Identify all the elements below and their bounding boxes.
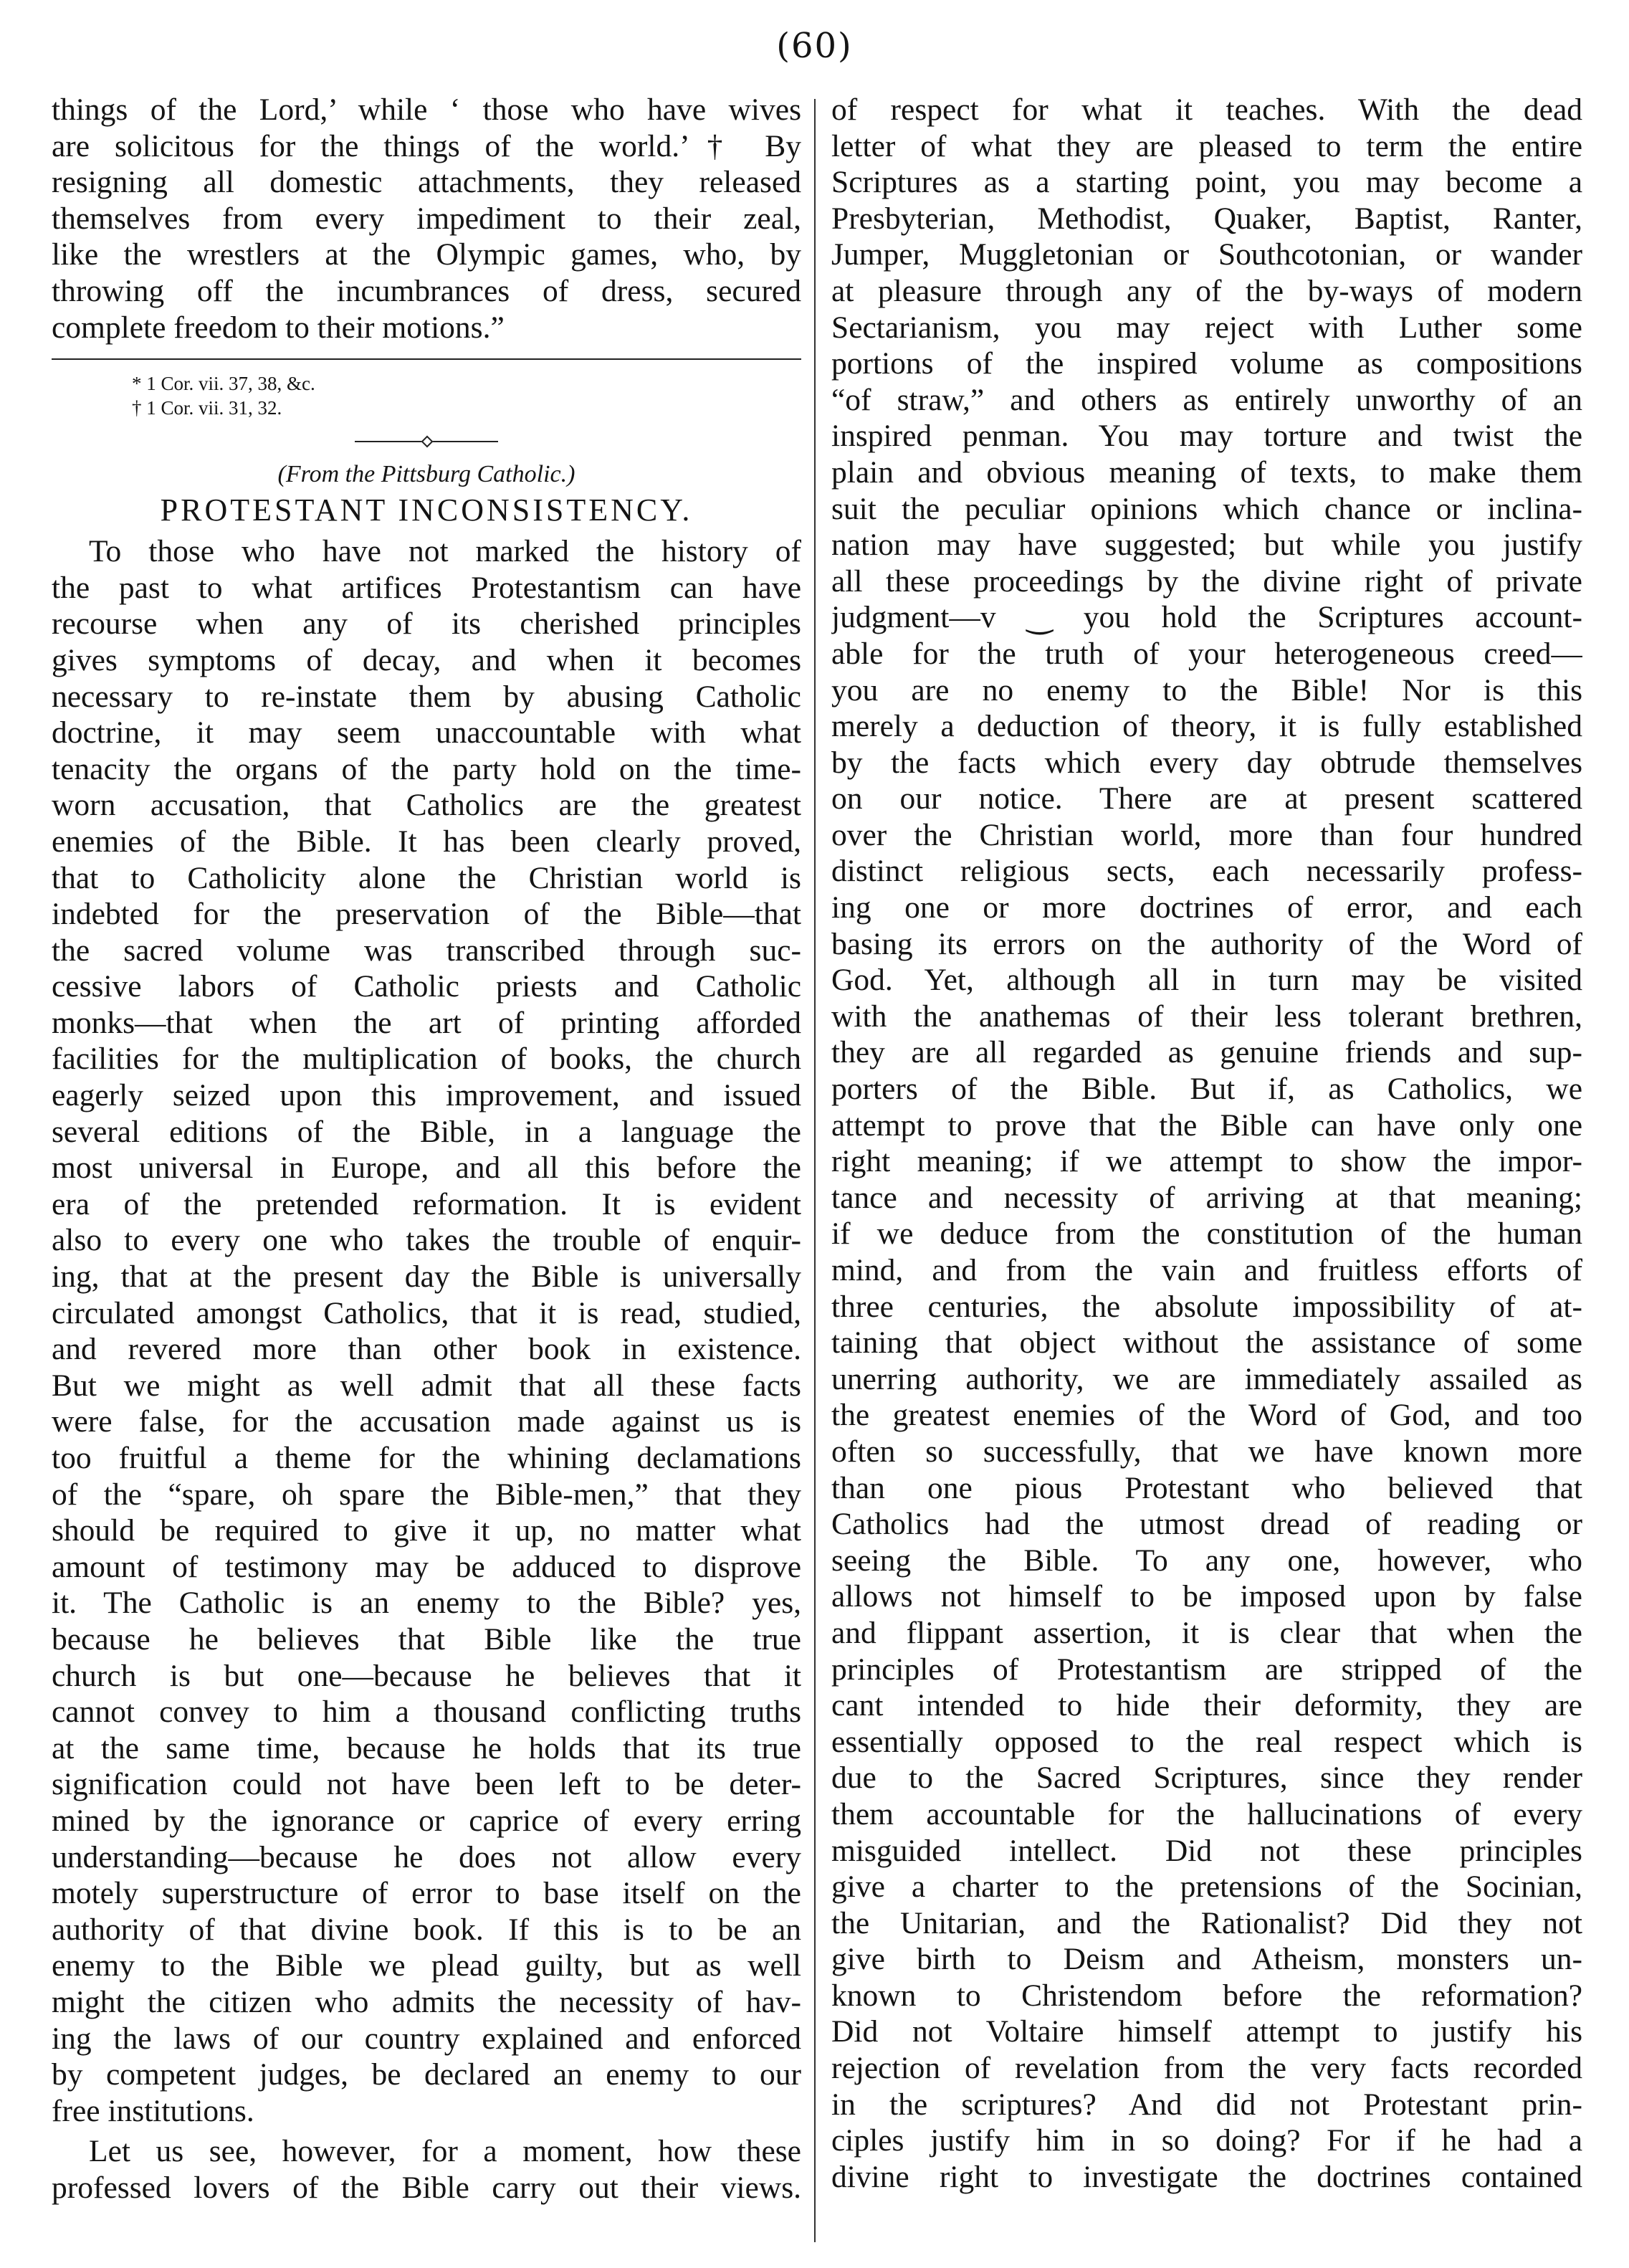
- text-line: inspired penman. You may torture and twist the: [831, 419, 1582, 454]
- text-line: cannot convey to him a thousand conflicting truths: [52, 1695, 801, 1730]
- footnotes: [52, 371, 801, 420]
- text-line: might the citizen who admits the necessity of hav-: [52, 1984, 801, 2019]
- text-line: necessary to re-instate them by abusing Catholic: [52, 679, 801, 714]
- text-line: Let us see, however, for a moment, how these: [89, 2134, 801, 2169]
- text-line: most universal in Europe, and all this before the: [52, 1150, 801, 1186]
- text-line: recourse when any of its cherished principles: [52, 606, 801, 642]
- text-line: due to the Sacred Scriptures, since they render: [831, 1760, 1582, 1796]
- text-line: divine right to investigate the doctrines contained: [831, 2159, 1582, 2194]
- text-line: Presbyterian, Methodist, Quaker, Baptist, Ranter,: [831, 201, 1582, 236]
- text-line: complete freedom to their motions.”: [52, 310, 505, 345]
- text-line: cessive labors of Catholic priests and Catholic: [52, 969, 801, 1004]
- text-line: in the scriptures? And did not Protestant prin-: [831, 2087, 1582, 2122]
- text-line: motely superstructure of error to base itself on the: [52, 1876, 801, 1911]
- text-line: unerring authority, we are immediately assailed as: [831, 1361, 1582, 1396]
- text-line: cant intended to hide their deformity, they are: [831, 1688, 1582, 1723]
- text-line: the past to what artifices Protestantism can have: [52, 570, 801, 605]
- text-line: throwing off the incumbrances of dress, secured: [52, 273, 801, 308]
- text-line: Scriptures as a starting point, you may become a: [831, 165, 1582, 200]
- text-line: ing, that at the present day the Bible is universally: [52, 1259, 801, 1295]
- text-line: over the Christian world, more than four hundred: [831, 817, 1582, 852]
- text-line: the sacred volume was transcribed through suc-: [52, 933, 801, 968]
- text-line: portions of the inspired volume as compositions: [831, 346, 1582, 381]
- text-line: things of the Lord,’ while ‘ those who have wives: [52, 92, 801, 127]
- text-line: free institutions.: [52, 2093, 254, 2128]
- text-line: nation may have suggested; but while you justify: [831, 528, 1582, 563]
- text-line: mind, and from the vain and fruitless efforts of: [831, 1253, 1582, 1287]
- text-line: themselves from every impediment to their zeal,: [52, 201, 801, 236]
- text-line: three centuries, the absolute impossibility of at-: [831, 1289, 1582, 1324]
- text-line: also to every one who takes the trouble of enquir-: [52, 1223, 801, 1258]
- text-line: eagerly seized upon this improvement, and issued: [52, 1078, 801, 1113]
- text-line: taining that object without the assistance of some: [831, 1325, 1582, 1361]
- text-line: monks—that when the art of printing afforded: [52, 1005, 801, 1040]
- text-line: tenacity the organs of the party hold on the time-: [52, 751, 801, 786]
- text-line: should be required to give it up, no matter what: [52, 1513, 801, 1548]
- text-line: misguided intellect. Did not these principles: [831, 1833, 1582, 1868]
- text-line: understanding—because he does not allow every: [52, 1839, 801, 1874]
- text-line: enemy to the Bible we plead guilty, but as well: [52, 1948, 801, 1983]
- text-line: and flippant assertion, it is clear that when the: [831, 1615, 1582, 1650]
- text-line: several editions of the Bible, in a language the: [52, 1114, 801, 1149]
- text-line: too fruitful a theme for the whining declamations: [52, 1441, 801, 1475]
- text-line: judgment—v ‿ you hold the Scriptures account-: [831, 600, 1582, 635]
- text-line: on our notice. There are at present scattered: [831, 781, 1582, 816]
- text-line: Catholics had the utmost dread of reading or: [831, 1507, 1582, 1542]
- footnote: † 1 Cor. vii. 31, 32.: [132, 397, 282, 419]
- continued-article-text: [831, 92, 1582, 2195]
- article-source: (From the Pittsburg Catholic.): [277, 461, 575, 488]
- text-line: plain and obvious meaning of texts, to make them: [831, 454, 1582, 490]
- text-line: porters of the Bible. But if, as Catholics, we: [831, 1072, 1582, 1107]
- text-line: circulated amongst Catholics, that it is read, studied,: [52, 1295, 801, 1330]
- text-line: by competent judges, be declared an enemy to our: [52, 2057, 801, 2092]
- text-line: Did not Voltaire himself attempt to justify his: [831, 2014, 1582, 2049]
- article-paragraph: [52, 2133, 801, 2206]
- text-line: known to Christendom before the reformation?: [831, 1978, 1582, 2013]
- text-line: right meaning; if we attempt to show the impor-: [831, 1144, 1582, 1179]
- text-line: signification could not have been left to be deter-: [52, 1767, 801, 1802]
- text-line: Sectarianism, you may reject with Luther some: [831, 310, 1582, 345]
- text-line: indebted for the preservation of the Bible—that: [52, 897, 801, 932]
- text-line: often so successfully, that we have known more: [831, 1434, 1582, 1469]
- text-line: all these proceedings by the divine right of private: [831, 563, 1582, 599]
- text-line: give a charter to the pretensions of the Socinian,: [831, 1869, 1582, 1905]
- text-line: mined by the ignorance or caprice of every erring: [52, 1803, 801, 1838]
- text-line: church is but one—because he believes that it: [52, 1658, 801, 1693]
- text-line: the Unitarian, and the Rationalist? Did they not: [831, 1905, 1582, 1940]
- text-line: worn accusation, that Catholics are the greatest: [52, 788, 801, 823]
- text-line: enemies of the Bible. It has been clearly proved,: [52, 824, 801, 859]
- text-line: at the same time, because he holds that its true: [52, 1730, 801, 1766]
- text-line: the greatest enemies of the Word of God, and too: [831, 1398, 1582, 1433]
- text-line: attempt to prove that the Bible can have only one: [831, 1107, 1582, 1143]
- text-line: of respect for what it teaches. With the dead: [831, 92, 1582, 127]
- text-line: with the anathemas of their less tolerant brethren,: [831, 999, 1582, 1034]
- text-line: authority of that divine book. If this is to be an: [52, 1912, 801, 1947]
- page-number: (60): [776, 26, 853, 66]
- text-line: like the wrestlers at the Olympic games, who, by: [52, 237, 801, 272]
- text-line: facilities for the multiplication of books, the church: [52, 1042, 801, 1077]
- continued-paragraph: [52, 92, 801, 346]
- column-divider: [814, 99, 816, 2242]
- text-line: ing one or more doctrines of error, and each: [831, 890, 1582, 925]
- text-line: amount of testimony may be adduced to disprove: [52, 1549, 801, 1584]
- text-line: To those who have not marked the history of: [89, 534, 801, 569]
- right-column: [831, 92, 1582, 2195]
- text-line: allows not himself to be imposed upon by false: [831, 1579, 1582, 1614]
- text-line: resigning all domestic attachments, they released: [52, 165, 801, 200]
- text-line: distinct religious sects, each necessarily profess-: [831, 854, 1582, 889]
- text-line: merely a deduction of theory, it is fully established: [831, 709, 1582, 744]
- footnote: * 1 Cor. vii. 37, 38, &c.: [132, 373, 315, 395]
- text-line: it. The Catholic is an enemy to the Bible? yes,: [52, 1586, 801, 1621]
- footnote-rule: [52, 358, 801, 360]
- text-line: tance and necessity of arriving at that meaning;: [831, 1180, 1582, 1215]
- text-line: “of straw,” and others as entirely unworthy of an: [831, 382, 1582, 417]
- text-line: of the “spare, oh spare the Bible-men,” that they: [52, 1477, 801, 1512]
- text-line: principles of Protestantism are stripped of the: [831, 1652, 1582, 1687]
- text-line: doctrine, it may seem unaccountable with what: [52, 715, 801, 751]
- text-line: gives symptoms of decay, and when it becomes: [52, 642, 801, 677]
- text-line: ciples justify him in so doing? For if he had a: [831, 2123, 1582, 2158]
- text-line: era of the pretended reformation. It is evident: [52, 1186, 801, 1221]
- text-line: they are all regarded as genuine friends and sup-: [831, 1035, 1582, 1070]
- text-line: letter of what they are pleased to term the entire: [831, 128, 1582, 163]
- text-line: than one pious Protestant who believed that: [831, 1470, 1582, 1505]
- text-line: able for the truth of your heterogeneous creed—: [831, 636, 1582, 671]
- text-line: at pleasure through any of the by-ways of modern: [831, 273, 1582, 308]
- text-line: because he believes that Bible like the true: [52, 1621, 801, 1657]
- section-ornament: [355, 437, 498, 446]
- text-line: are solicitous for the things of the world.’† By: [52, 128, 801, 163]
- text-line: you are no enemy to the Bible! Nor is this: [831, 672, 1582, 707]
- text-line: were false, for the accusation made against us is: [52, 1404, 801, 1439]
- text-line: by the facts which every day obtrude themselves: [831, 745, 1582, 780]
- text-line: professed lovers of the Bible carry out their views.: [52, 2170, 801, 2205]
- text-line: them accountable for the hallucinations of every: [831, 1796, 1582, 1831]
- text-line: give birth to Deism and Atheism, monsters un-: [831, 1942, 1582, 1977]
- text-line: basing its errors on the authority of the Word of: [831, 926, 1582, 961]
- text-line: ing the laws of our country explained and enforced: [52, 2021, 801, 2056]
- text-line: rejection of revelation from the very facts recorded: [831, 2051, 1582, 2086]
- article-heading: PROTESTANT INCONSISTENCY.: [160, 492, 693, 528]
- text-line: essentially opposed to the real respect which is: [831, 1724, 1582, 1759]
- text-line: and revered more than other book in existence.: [52, 1332, 801, 1367]
- article-paragraph: [52, 533, 801, 2129]
- text-line: But we might as well admit that all these facts: [52, 1368, 801, 1403]
- text-line: Jumper, Muggletonian or Southcotonian, or wander: [831, 237, 1582, 272]
- text-line: if we deduce from the constitution of the human: [831, 1216, 1582, 1252]
- text-line: God. Yet, although all in turn may be visited: [831, 963, 1582, 998]
- text-line: that to Catholicity alone the Christian world is: [52, 860, 801, 895]
- left-column: [52, 92, 801, 2206]
- text-line: suit the peculiar opinions which chance or inclina-: [831, 491, 1582, 526]
- text-line: seeing the Bible. To any one, however, who: [831, 1543, 1582, 1578]
